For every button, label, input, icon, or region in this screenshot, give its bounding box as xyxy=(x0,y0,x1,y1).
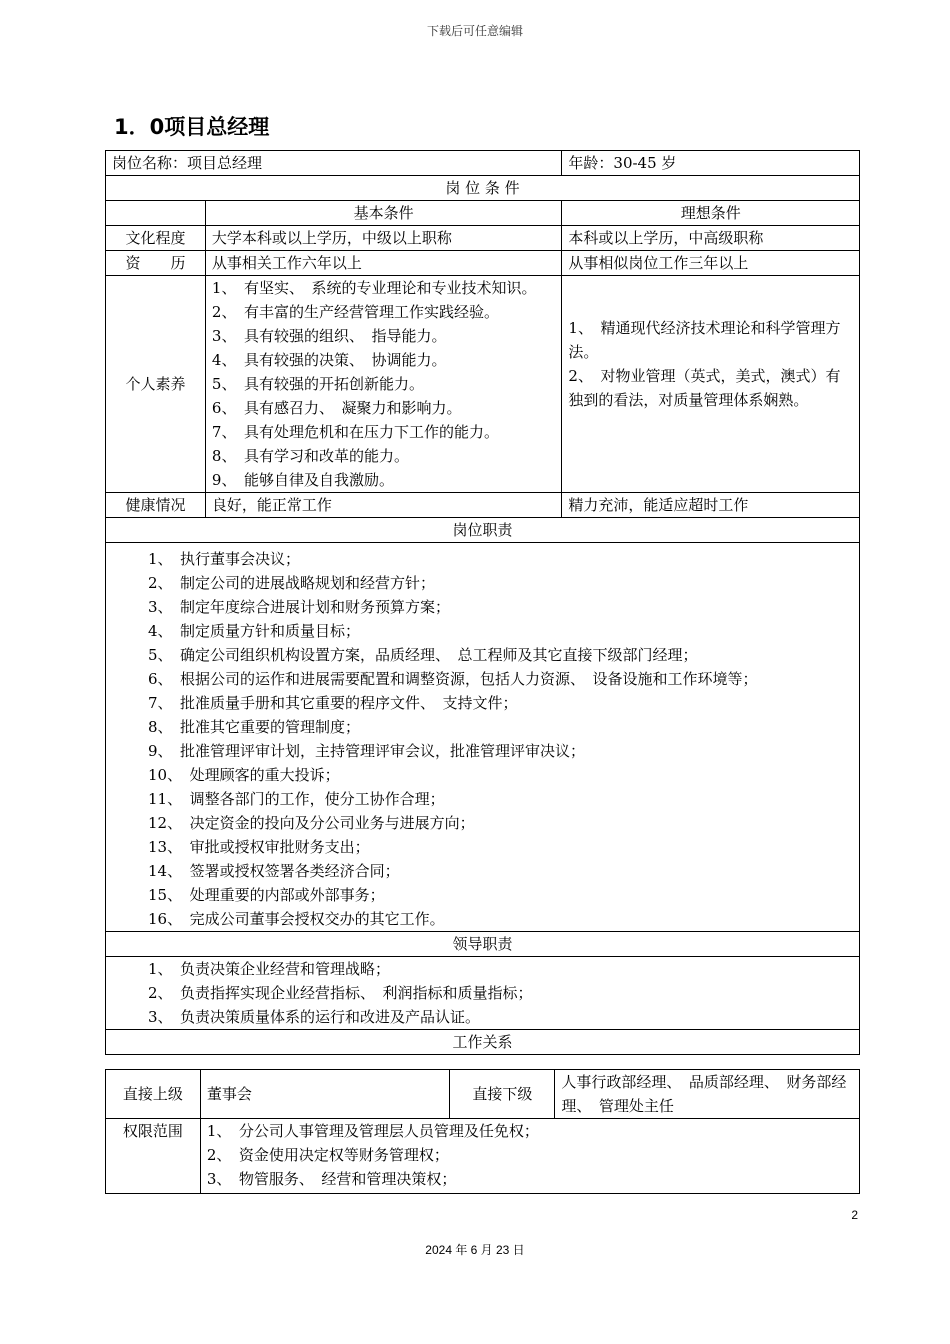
leadership-item: 3、 负责决策质量体系的运行和改进及产品认证。 xyxy=(148,1008,481,1026)
authority-label: 权限范围 xyxy=(106,1119,201,1194)
duty-item: 15、 处理重要的内部或外部事务； xyxy=(148,886,385,904)
experience-ideal: 从事相似岗位工作三年以上 xyxy=(562,251,860,276)
duty-item: 10、 处理顾客的重大投诉； xyxy=(148,766,340,784)
quality-basic-item: 1、 有坚实、 系统的专业理论和专业技术知识。 xyxy=(211,279,537,297)
relations-title: 工作关系 xyxy=(106,1030,860,1055)
subordinate-value: 人事行政部经理、 品质部经理、 财务部经理、 管理处主任 xyxy=(555,1070,860,1119)
position-name: 岗位名称：项目总经理 xyxy=(106,151,562,176)
relations-table xyxy=(105,1069,860,1194)
duty-item: 16、 完成公司董事会授权交办的其它工作。 xyxy=(148,910,445,928)
quality-basic-item: 7、 具有处理危机和在压力下工作的能力。 xyxy=(211,423,499,441)
authority-item: 1、 分公司人事管理及管理层人员管理及任免权； xyxy=(206,1122,539,1140)
duty-item: 3、 制定年度综合进展计划和财务预算方案； xyxy=(148,598,451,616)
quality-basic-item: 6、 具有感召力、 凝聚力和影响力。 xyxy=(211,399,462,417)
education-label: 文化程度 xyxy=(106,226,206,251)
duty-item: 1、 执行董事会决议； xyxy=(148,550,301,568)
experience-label: 资 历 xyxy=(106,251,206,276)
age-range: 年龄：30-45 岁 xyxy=(562,151,860,176)
superior-label: 直接上级 xyxy=(106,1070,201,1119)
authority-item: 3、 物管服务、 经营和管理决策权； xyxy=(206,1170,457,1188)
leadership-list xyxy=(106,957,860,1030)
quality-basic-item: 5、 具有较强的开拓创新能力。 xyxy=(211,375,424,393)
page-number: 2 xyxy=(851,1208,858,1222)
duty-item: 7、 批准质量手册和其它重要的程序文件、 支持文件； xyxy=(148,694,518,712)
quality-ideal-item: 2、 对物业管理（英式，美式，澳式）有独到的看法，对质量管理体系娴熟。 xyxy=(568,367,841,409)
quality-basic-item: 3、 具有较强的组织、 指导能力。 xyxy=(211,327,447,345)
duty-item: 12、 决定资金的投向及分公司业务与进展方向； xyxy=(148,814,475,832)
quality-ideal-item: 1、 精通现代经济技术理论和科学管理方法。 xyxy=(568,319,841,361)
duty-item: 2、 制定公司的进展战略规划和经营方针； xyxy=(148,574,436,592)
conditions-title: 岗 位 条 件 xyxy=(106,176,860,201)
personal-quality-ideal xyxy=(562,276,860,493)
experience-basic: 从事相关工作六年以上 xyxy=(205,251,561,276)
duties-list xyxy=(106,543,860,932)
quality-basic-item: 8、 具有学习和改革的能力。 xyxy=(211,447,409,465)
ideal-conditions-header: 理想条件 xyxy=(562,201,860,226)
personal-quality-basic xyxy=(205,276,561,493)
health-label: 健康情况 xyxy=(106,493,206,518)
quality-basic-item: 4、 具有较强的决策、 协调能力。 xyxy=(211,351,447,369)
duty-item: 9、 批准管理评审计划，主持管理评审会议，批准管理评审决议； xyxy=(148,742,586,760)
authority-list xyxy=(200,1119,859,1194)
header-note: 下载后可任意编辑 xyxy=(426,24,523,38)
superior-value: 董事会 xyxy=(200,1070,450,1119)
health-basic: 良好，能正常工作 xyxy=(205,493,561,518)
health-ideal: 精力充沛，能适应超时工作 xyxy=(562,493,860,518)
empty-header-cell xyxy=(106,201,206,226)
personal-quality-label: 个人素养 xyxy=(106,276,206,493)
leadership-item: 2、 负责指挥实现企业经营指标、 利润指标和质量指标； xyxy=(148,984,533,1002)
duty-item: 6、 根据公司的运作和进展需要配置和调整资源，包括人力资源、 设备设施和工作环境等； xyxy=(148,670,758,688)
duty-item: 5、 确定公司组织机构设置方案，品质经理、 总工程师及其它直接下级部门经理； xyxy=(148,646,698,664)
duty-item: 8、 批准其它重要的管理制度； xyxy=(148,718,361,736)
basic-conditions-header: 基本条件 xyxy=(205,201,561,226)
duty-item: 4、 制定质量方针和质量目标； xyxy=(148,622,361,640)
duties-title: 岗位职责 xyxy=(106,518,860,543)
education-basic: 大学本科或以上学历，中级以上职称 xyxy=(205,226,561,251)
leadership-title: 领导职责 xyxy=(106,932,860,957)
footer-date: 2024 年 6 月 23 日 xyxy=(425,1243,525,1257)
duty-item: 11、 调整各部门的工作，使分工协作合理； xyxy=(148,790,445,808)
authority-item: 2、 资金使用决定权等财务管理权； xyxy=(206,1146,449,1164)
duty-item: 14、 签署或授权签署各类经济合同； xyxy=(148,862,400,880)
quality-basic-item: 2、 有丰富的生产经营管理工作实践经验。 xyxy=(211,303,499,321)
education-ideal: 本科或以上学历，中高级职称 xyxy=(562,226,860,251)
page-title: 1．0项目总经理 xyxy=(114,115,270,139)
subordinate-label: 直接下级 xyxy=(450,1070,555,1119)
job-table xyxy=(105,150,860,1055)
leadership-item: 1、 负责决策企业经营和管理战略； xyxy=(148,960,391,978)
duty-item: 13、 审批或授权审批财务支出； xyxy=(148,838,370,856)
quality-basic-item: 9、 能够自律及自我激励。 xyxy=(211,471,394,489)
